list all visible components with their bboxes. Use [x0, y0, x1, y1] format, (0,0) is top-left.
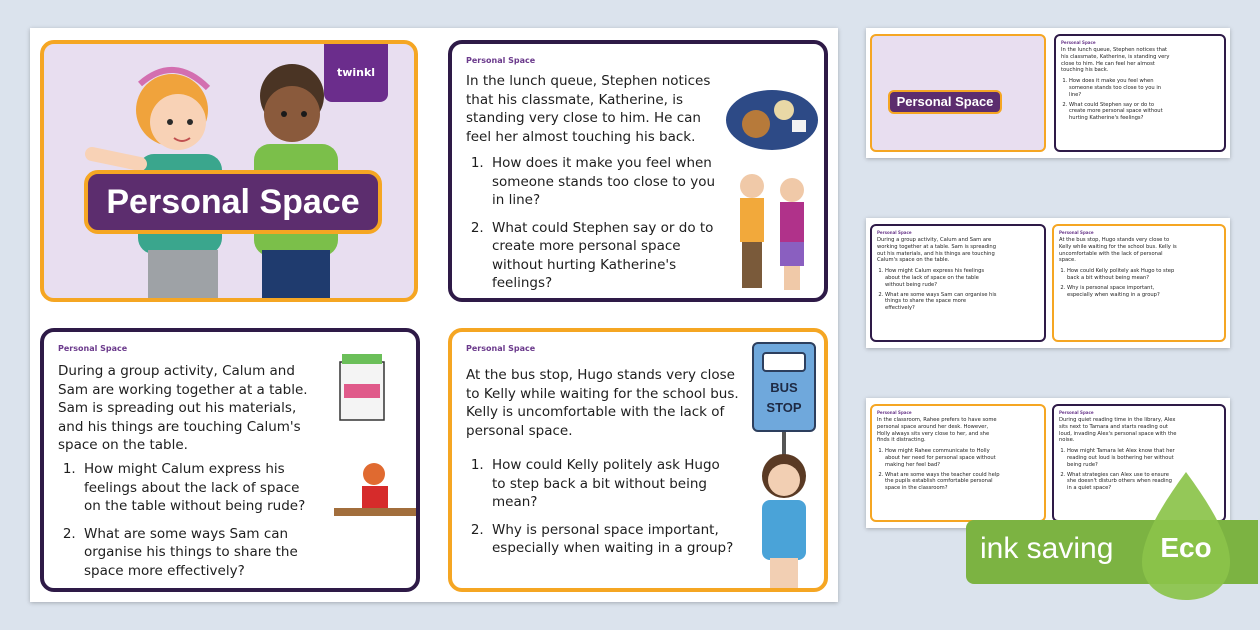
mini-title-card: [870, 34, 1046, 152]
mini-question: 1. How might Calum express his feelings about the lack of space on the table without being rude?: [885, 268, 997, 288]
mini-card-tag: Personal Space: [1059, 410, 1094, 415]
mini-card-tag: Personal Space: [877, 410, 912, 415]
lunch-tray-illustration: [722, 80, 822, 160]
thumbnail-page-1: [866, 28, 1230, 158]
girl-illustration: [744, 454, 824, 590]
mini-question: 2. What are some ways the teacher could help the pupils establish comfortable personal space in the classroom?: [885, 472, 1001, 492]
scenario-card-lunch-queue: [448, 40, 828, 302]
mini-question: 2. Why is personal space important, especially when waiting in a group?: [1067, 285, 1179, 299]
pencil-box-illustration: [334, 350, 394, 430]
bus-stop-sign: [752, 342, 816, 432]
mini-story: At the bus stop, Hugo stands very close to Kelly while waiting for the school bus. Kelly is uncomfortable with the lack of personal space.: [1059, 237, 1177, 264]
eco-leaf-icon: [1138, 470, 1234, 604]
mini-story: During quiet reading time in the library, Alex sits next to Tamara and starts reading out loud, invading Alex's personal space with the noise.: [1059, 417, 1177, 444]
mini-card-text: [877, 237, 997, 315]
mini-story: During a group activity, Calum and Sam are working together at a table. Sam is spreading out his materials, and his things are touching Calum's space on the table.: [877, 237, 997, 264]
scenario-card-group-activity: [40, 328, 420, 592]
mini-card-tag: Personal Space: [1059, 230, 1094, 235]
card-tag: Personal Space: [466, 344, 536, 353]
scenario-text: At the bus stop, Hugo stands very close to Kelly while waiting for the school bus. Kelly is uncomfortable with the lack of personal space.: [466, 367, 739, 439]
mini-question: 2. What could Stephen say or do to create more personal space without hurting Katherine's feelings?: [1069, 102, 1171, 122]
mini-question: 1. How could Kelly politely ask Hugo to step back a bit without being mean?: [1067, 268, 1179, 282]
question-item: 1. How could Kelly politely ask Hugo to step back a bit without being mean?: [488, 456, 736, 512]
question-item: 2. What are some ways Sam can organise his things to share the space more effectively?: [80, 525, 318, 581]
scenario-card-bus-stop: [448, 328, 828, 592]
question-item: 2. What could Stephen say or do to create more personal space without hurting Katherine's feelings?: [488, 219, 718, 293]
mini-question-list: [1059, 268, 1179, 298]
ink-saving-text: ink saving: [980, 532, 1114, 565]
mini-question-list: [877, 448, 1001, 492]
mini-card-text: [1061, 47, 1171, 125]
mini-card: [1052, 224, 1226, 342]
mini-question: 1. How might Tamara let Alex know that her reading out loud is bothering her without being rude?: [1067, 448, 1177, 468]
mini-card-tag: Personal Space: [1061, 40, 1096, 45]
question-list: [466, 154, 718, 302]
question-list: [58, 460, 318, 589]
mini-question: 2. What are some ways Sam can organise his things to share the space more effectively?: [885, 292, 997, 312]
mini-story: In the lunch queue, Stephen notices that his classmate, Katherine, is standing very close to him. He can feel her almost touching his back.: [1061, 47, 1170, 74]
mini-card-text: [1059, 237, 1179, 301]
mini-question-list: [1061, 78, 1171, 122]
eco-label: Eco: [1160, 532, 1212, 563]
card-tag: Personal Space: [58, 344, 128, 353]
mini-card: [1054, 34, 1226, 152]
bus-icon: [762, 352, 806, 372]
mini-story: In the classroom, Rahee prefers to have some personal space around her desk. However, Holly always sits very close to her, and she finds it distracting.: [877, 417, 997, 444]
mini-card: [870, 404, 1046, 522]
title-card: [40, 40, 418, 302]
thumbnail-page-2: [866, 218, 1230, 348]
boy-at-table-illustration: [332, 460, 420, 530]
mini-title: Personal Space: [888, 90, 1002, 114]
mini-question: 2. What strategies can Alex use to ensure she doesn't disturb others when reading in a quiet space?: [1067, 472, 1177, 492]
scenario-text: In the lunch queue, Stephen notices that his classmate, Katherine, is standing very close to him. He can feel her almost touching his back.: [466, 73, 711, 145]
children-queue-illustration: [722, 168, 822, 298]
scenario-text: During a group activity, Calum and Sam are working together at a table. Sam is spreading out his materials, and his things are touching Calum's space on the table.: [58, 363, 308, 453]
mini-card-text: [877, 417, 1001, 495]
mini-question: 1. How might Rahee communicate to Holly about her need for personal space without making her feel bad?: [885, 448, 1001, 468]
mini-card-tag: Personal Space: [877, 230, 912, 235]
mini-card: [870, 224, 1046, 342]
question-item: 1. How might Calum express his feelings about the lack of space on the table without being rude?: [80, 460, 318, 516]
page-title: Personal Space: [84, 170, 382, 234]
mini-question: 1. How does it make you feel when someone stands too close to you in line?: [1069, 78, 1171, 98]
mini-question-list: [877, 268, 997, 312]
bus-stop-label: BUS STOP: [766, 380, 802, 415]
twinkl-logo: twinkl: [324, 44, 388, 102]
question-item: 1. How does it make you feel when someone stands too close to you in line?: [488, 154, 718, 210]
question-item: 2. Why is personal space important, especially when waiting in a group?: [488, 521, 736, 558]
card-tag: Personal Space: [466, 56, 536, 65]
question-list: [466, 456, 736, 567]
main-sheet: [30, 28, 838, 602]
